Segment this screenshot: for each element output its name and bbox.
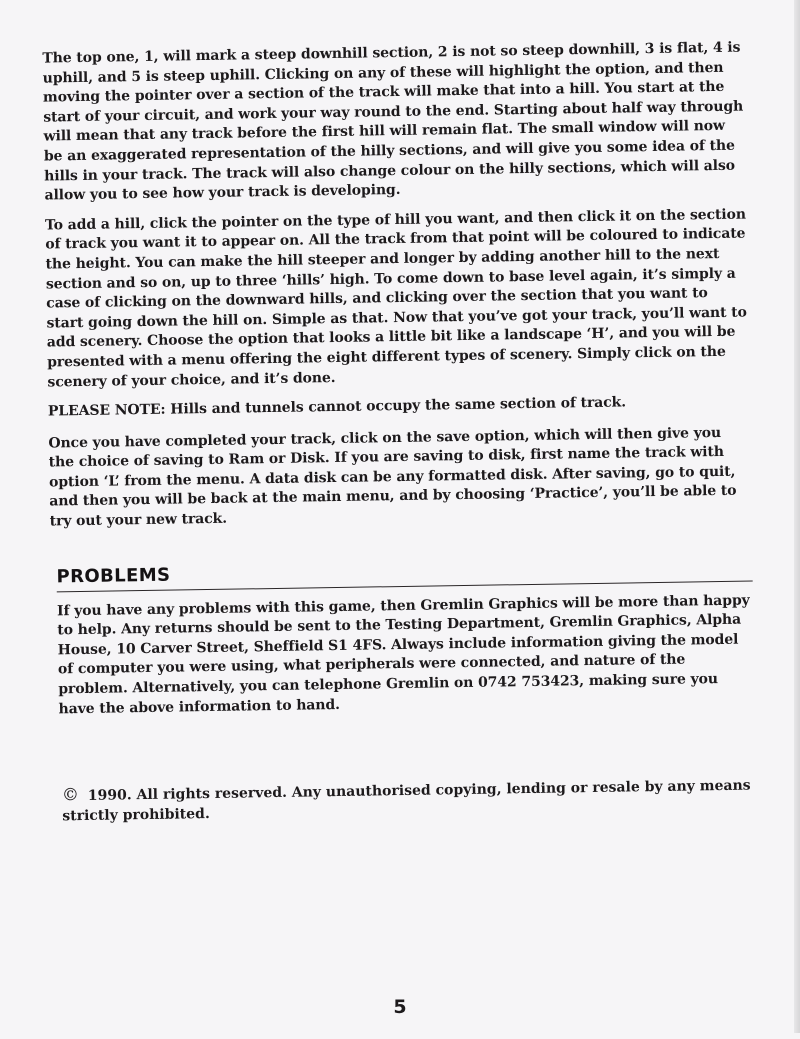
copyright-notice [62, 775, 757, 827]
copyright-icon: © [61, 785, 80, 806]
problems-paragraph: If you have any problems with this game, then Gremlin Graphics will be more than happy to help. Any returns should be sent to the Testing Department, Gremlin Graphics, Alpha House, 10 Carver Street, Sheffield S1 4FS. Always include information giving the model of computer you were using, what peripherals were connected, and nature of the problem. Alternatively, you can telephone Gremlin on 0742 753423, making sure you have the above information to hand. [56, 592, 750, 718]
copyright-text: 1990. All rights reserved. Any unauthorised copying, lending or resale by any means strictly prohibited. [62, 777, 751, 825]
please-note: PLEASE NOTE: Hills and tunnels cannot occupy the same section of track. [47, 394, 627, 420]
paragraph-save-track: Once you have completed your track, click on the save option, which will then give you the choice of saving to Ram or Disk. If you are saving to disk, first name the track with option ‘L’ from the menu. A data disk can be any formatted disk. After saving, go to quit, and then you will be back at the main menu, and by choosing ‘Practice’, you’ll be able to try out your new track. [48, 424, 737, 530]
page-number: 5 [393, 996, 407, 1018]
paragraph-add-hill: To add a hill, click the pointer on the type of hill you want, and then click it on the section of track you want it to appear on. All the track from that point will be coloured to indicate the height. You can make the hill steeper and longer by adding another hill to the next section and so on, up to three ‘hills’ high. To come down to base level again, it’s simply a case of clicking on the downward hills, and clicking over the section that you want to start going down the hill on. Simple as that. Now that you’ve got your track, you’ll want to add scenery. Choose the option that looks a little bit like a landscape ‘H’, and you will be presented with a menu offering the eight different types of scenery. Simply click on the scenery of your choice, and it’s done. [44, 206, 747, 391]
problems-heading: PROBLEMS [56, 564, 171, 588]
paragraph-hill-types: The top one, 1, will mark a steep downhill section, 2 is not so steep downhill, 3 is flat, 4 is uphill, and 5 is steep uphill. Clicking on any of these will highlight the option, and then moving the pointer over a section of the track will make that into a hill. You start at the start of your circuit, and work your way round to the end. Starting about half way through will mean that any track before the first hill will remain flat. The small window will now be an exaggerated representation of the hilly sections, and will give you some idea of the hills in your track. The track will also change colour on the hilly sections, which will also allow you to see how your track is developing. [42, 39, 744, 204]
page-edge [794, 0, 800, 1033]
